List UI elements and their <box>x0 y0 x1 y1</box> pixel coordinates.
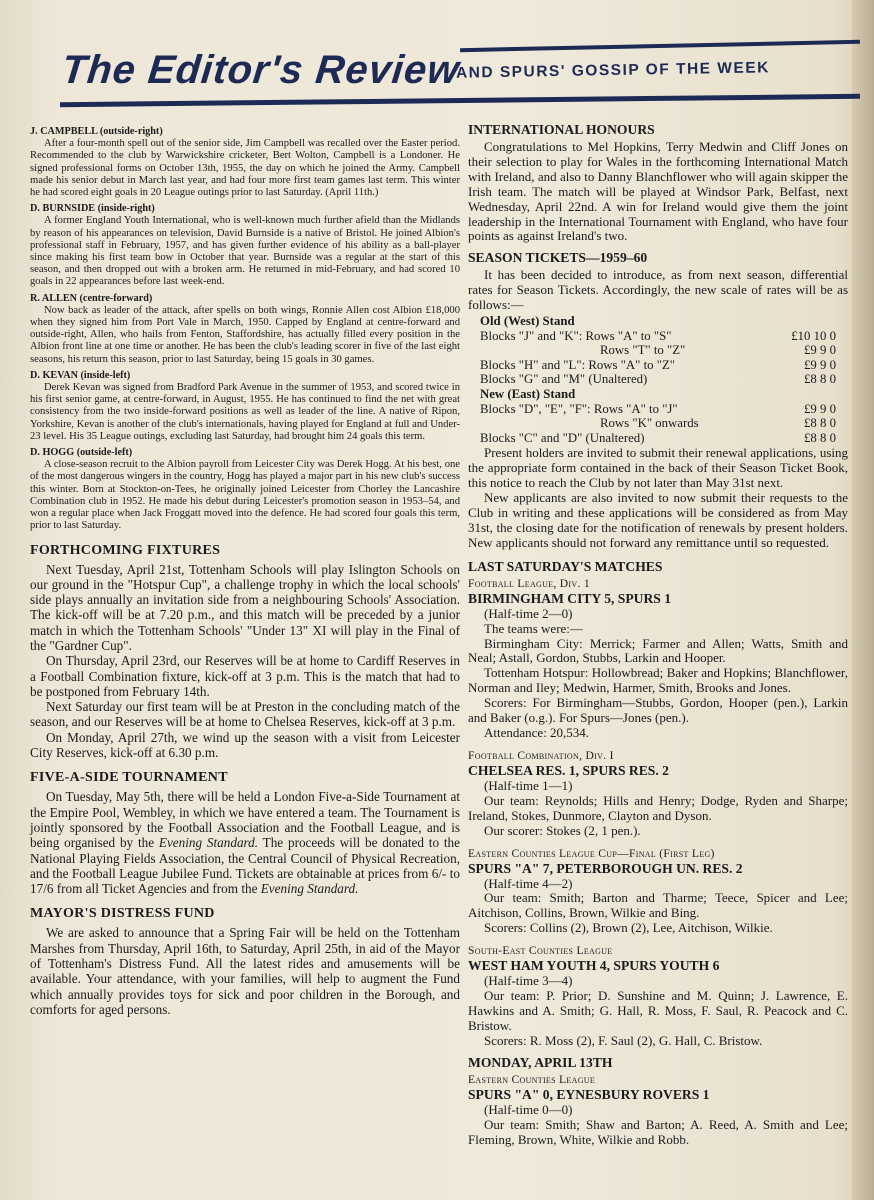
match-line: Our scorer: Stokes (2, 1 pen.). <box>484 822 641 838</box>
half-time: (Half-time 0—0) <box>484 1101 573 1117</box>
match-score: SPURS "A" 7, PETERBOROUGH UN. RES. 2 <box>468 860 743 876</box>
competition-name: Football Combination, Div. I <box>468 748 614 762</box>
ticket-price-table <box>480 314 836 445</box>
left-column <box>30 126 460 1017</box>
profile-text: Now back as leader of the attack, after spells on both wings, Ronnie Allen cost Albion £18,000 when they signed him from Port Vale in March, 1950. Capped by England at centre-forward and outside-right, Allen, who hails from Fenton, Staffordshire, has actually filled every position in the Albion front line at one time or another. He has been the club's leading scorer in five of the last eight seasons, his return this season, prior to last Saturday, being 15 goals in 30 games. <box>30 304 460 365</box>
match-line: Our team: Smith; Barton and Tharme; Teece, Spicer and Lee; Aitchison, Collins, Brown, Wilkie and Bing. <box>468 890 848 921</box>
paragraph: Next Tuesday, April 21st, Tottenham Schools will play Islington Schools on our ground in the "Hotspur Cup", a challenge trophy in which the local schools' side plays annually an invitation side from a neighbouring Schools' Association. The kick-off will be at 7.20 p.m., and this match will be preceded by a junior match in which the Tottenham Schools' "Under 13" XI will play in the Final of the "Gardner Cup". <box>30 561 460 653</box>
profile-text: Derek Kevan was signed from Bradford Park Avenue in the summer of 1953, and scored twice in his first senior game, at centre-forward, in August, 1955. He has continued to find the net with great consistency from the two inside-forward positions as well as leader of the line. A native of Ripon, Yorkshire, Kevan is another of the club's internationals, having played for England at full and Under-23 level. His 35 League outings, excluding last Saturday, had brought him 24 goals this term. <box>30 382 460 442</box>
section-heading: LAST SATURDAY'S MATCHES <box>468 558 663 574</box>
match-line: Attendance: 20,534. <box>484 725 590 740</box>
price: £8 8 0 <box>804 372 836 387</box>
section-heading: MAYOR'S DISTRESS FUND <box>30 906 215 922</box>
season-tickets-section <box>468 250 848 550</box>
match-line: Our team: P. Prior; D. Sunshine and M. Quinn; J. Lawrence, E. Hawkins and A. Smith; G. Hall, R. Moss, F. Saul, R. Peacock and C. Bristow. <box>468 988 848 1033</box>
page-subtitle: AND SPURS' GOSSIP OF THE WEEK <box>455 59 771 82</box>
match-report <box>468 577 848 741</box>
last-saturday-section <box>468 559 848 1148</box>
block-label: Blocks "J" and "K": Rows "A" to "S" <box>480 328 672 343</box>
paragraph: On Monday, April 27th, we wind up the season with a visit from Leicester City Reserves, kick-off at 6.30 p.m. <box>30 729 460 761</box>
player-profiles <box>30 126 460 533</box>
profile-name: R. ALLEN (centre-forward) <box>30 292 153 304</box>
price: £8 8 0 <box>804 416 836 431</box>
stand-row <box>480 314 836 329</box>
match-score: SPURS "A" 0, EYNESBURY ROVERS 1 <box>468 1086 710 1102</box>
section-heading: FORTHCOMING FIXTURES <box>30 542 221 558</box>
half-time: (Half-time 1—1) <box>484 777 573 793</box>
block-label: Rows "T" to "Z" <box>600 343 686 358</box>
price: £10 10 0 <box>791 328 836 343</box>
profile-campbell <box>30 126 460 199</box>
profile-name: J. CAMPBELL (outside-right) <box>30 126 163 137</box>
text-run: The proceeds will be donated to the National Playing Fields Association, the Central Council of Physical Recreation, and the Football League Jubilee Fund. Tickets are obtainable at prices from 6/- to 17/6 from all Ticket Agencies and from the <box>30 835 460 897</box>
newspaper-name: Evening Standard. <box>158 835 259 851</box>
stand-name: Old (West) Stand <box>480 314 575 329</box>
match-line: Scorers: For Birmingham—Stubbs, Gordon, Hooper (pen.), Larkin and Baker (o.g.). For Spurs—Jones (pen.). <box>468 695 848 726</box>
price-row <box>480 402 836 417</box>
match-score: CHELSEA RES. 1, SPURS RES. 2 <box>468 762 669 778</box>
profile-kevan <box>30 370 460 443</box>
profile-burnside <box>30 203 460 288</box>
profile-text: After a four-month spell out of the senior side, Jim Campbell was recalled over the Easter period. Recommended to the club by Warwickshire cricketer, Bert Wolton, Campbell is a Londoner. He signed professional forms on October 13th, 1955, the day on which he joined the Army. Campbell made his senior debut in March last year, and had four more first team games last term. This winter he had scored eight goals in 20 League outings prior to last Saturday. (April 11th.) <box>30 138 460 199</box>
half-time: (Half-time 2—0) <box>484 605 573 621</box>
competition-name: Eastern Counties League <box>468 1072 596 1086</box>
price: £8 8 0 <box>804 430 836 445</box>
paragraph: Next Saturday our first team will be at Preston in the concluding match of the season, and our Reserves will be at home to Chelsea Reserves, kick-off at 3 p.m. <box>30 699 460 730</box>
section-heading: SEASON TICKETS—1959–60 <box>468 250 648 266</box>
distress-fund-section <box>30 906 460 1017</box>
paragraph: On Thursday, April 23rd, our Reserves will be at home to Cardiff Reserves in a Football Combination fixture, kick-off at 3 p.m. This is the match that had to be postponed from February 14th. <box>30 653 460 699</box>
block-label: Blocks "C" and "D" (Unaltered) <box>480 430 645 445</box>
match-score: BIRMINGHAM CITY 5, SPURS 1 <box>468 590 672 606</box>
fixtures-section <box>30 543 460 761</box>
match-report <box>468 847 848 937</box>
section-heading: FIVE-A-SIDE TOURNAMENT <box>30 770 228 786</box>
match-line: Tottenham Hotspur: Hollowbread; Baker and Hopkins; Blanchflower, Norman and Iley; Medwin, Harmer, Smith, Brooks and Jones. <box>468 665 848 696</box>
match-line: Birmingham City: Merrick; Farmer and Allen; Watts, Smith and Neal; Astall, Gordon, Stubbs, Larkin and Hooper. <box>468 635 848 666</box>
price: £9 9 0 <box>804 343 836 358</box>
stand-name: New (East) Stand <box>480 387 576 402</box>
right-column <box>468 122 848 1147</box>
match-report <box>468 749 848 839</box>
day-heading: MONDAY, APRIL 13TH <box>468 1054 613 1070</box>
paragraph: New applicants are also invited to now submit their requests to the Club in writing and these applications will be considered as from May 31st, the closing date for the notification of renewals by present holders. New applicants should not forward any remittance until so requested. <box>468 490 848 550</box>
match-line: The teams were:— <box>484 620 583 636</box>
masthead-rule-bottom <box>60 94 860 107</box>
profile-name: D. BURNSIDE (inside-right) <box>30 203 155 215</box>
match-score: WEST HAM YOUTH 4, SPURS YOUTH 6 <box>468 958 720 974</box>
profile-hogg <box>30 447 460 532</box>
paragraph: It has been decided to introduce, as from next season, differential rates for Season Tickets. Accordingly, the new scale of rates will be as follows:— <box>468 267 848 313</box>
block-label: Blocks "H" and "L": Rows "A" to "Z" <box>480 357 675 372</box>
profile-allen <box>30 293 460 366</box>
match-line: Scorers: R. Moss (2), F. Saul (2), G. Hall, C. Bristow. <box>484 1032 763 1048</box>
block-label: Blocks "D", "E", "F": Rows "A" to "J" <box>480 401 678 416</box>
half-time: (Half-time 4—2) <box>484 875 573 891</box>
page-edge <box>852 0 874 1200</box>
competition-name: Football League, Div. 1 <box>468 576 590 590</box>
text-run: On Tuesday, May 5th, there will be held a London Five-a-Side Tournament at the Empire Pool, Wembley, in which we have entered a team. The Tournament is jointly sponsored by the Football Association and the Football League, and is being organised by the <box>30 789 460 851</box>
paragraph: Present holders are invited to submit their renewal applications, using the appropriate form contained in the back of their Season Ticket Book, this notice to reach the Club by not later than May 31st next. <box>468 445 848 491</box>
profile-text: A close-season recruit to the Albion payroll from Leicester City was Derek Hogg. At his best, one of the most dangerous wingers in the country, Hogg has played a major part in his new club's success this winter. Born at Stockton-on-Tees, he originally joined Leicester from Chorley the Lancashire Combination club in 1952. He made his debut during Leicester's promotion season in 1953–54, and won a regular place when Jack Froggatt moved into the defence. He had scored four goals this term, prior to last Saturday. <box>30 459 460 532</box>
masthead-rule-top <box>460 40 860 52</box>
match-line: Scorers: Collins (2), Brown (2), Lee, Aitchison, Wilkie. <box>484 920 773 936</box>
competition-name: South-East Counties League <box>468 944 613 958</box>
match-report <box>468 944 848 1049</box>
section-heading: INTERNATIONAL HONOURS <box>468 122 655 137</box>
profile-name: D. HOGG (outside-left) <box>30 447 133 459</box>
price-row <box>480 372 836 387</box>
price-row <box>480 431 836 446</box>
half-time: (Half-time 3—4) <box>484 973 573 989</box>
profile-name: D. KEVAN (inside-left) <box>30 369 131 381</box>
match-line: Our team: Smith; Shaw and Barton; A. Reed, A. Smith and Lee; Fleming, Brown, White, Wilkie and Robb. <box>468 1116 848 1147</box>
paragraph: Congratulations to Mel Hopkins, Terry Medwin and Cliff Jones on their selection to play for Wales in the forthcoming International Match with Ireland, and also to Danny Blanchflower who will again skipper the Irish team. The match will be played at Windsor Park, Belfast, next Wednesday, April 22nd. A win for Ireland would give them the joint leadership in the International Tournament with England, who have four points as against Ireland's two. <box>468 139 848 244</box>
paragraph: We are asked to announce that a Spring Fair will be held on the Tottenham Marshes from Thursday, April 16th, to Saturday, April 25th, in aid of the Mayor of Tottenham's Distress Fund. All the latest rides and amusements will be available. Your attendance, with your families, will help to augment the Fund which annually provides toys for sick and poor children in the Borough, and comforts for aged persons. <box>30 925 460 1017</box>
match-line: Our team: Reynolds; Hills and Henry; Dodge, Ryden and Sharpe; Ireland, Stokes, Dunmore, Clayton and Dyson. <box>468 792 848 823</box>
stand-row <box>480 387 836 402</box>
profile-text: A former England Youth International, who is well-known much further afield than the Midlands by reason of his appearances on television, David Burnside is a native of Bristol. He joined Albion's professional staff in February, 1957, and has given further evidence of his ability as a ball-player since making his first team bow in October that year. Burnside was a regular at the start of this season, and then dropped out with a broken arm. He returned in mid-February, and had scored 10 goals in 22 appearances before last week-end. <box>30 215 460 288</box>
international-section <box>468 122 848 244</box>
match-report <box>468 1055 848 1148</box>
masthead <box>40 30 830 115</box>
price: £9 9 0 <box>804 357 836 372</box>
paragraph <box>30 789 460 896</box>
five-a-side-section <box>30 770 460 896</box>
block-label: Rows "K" onwards <box>600 416 699 431</box>
price-row <box>480 416 836 431</box>
block-label: Blocks "G" and "M" (Unaltered) <box>480 372 648 387</box>
price-row <box>480 358 836 373</box>
newspaper-name: Evening Standard. <box>260 881 359 897</box>
price-row <box>480 329 836 344</box>
price: £9 9 0 <box>804 401 836 416</box>
page-title: The Editor's Review <box>59 48 462 92</box>
price-row <box>480 343 836 358</box>
competition-name: Eastern Counties League Cup—Final (First Leg) <box>468 846 715 860</box>
